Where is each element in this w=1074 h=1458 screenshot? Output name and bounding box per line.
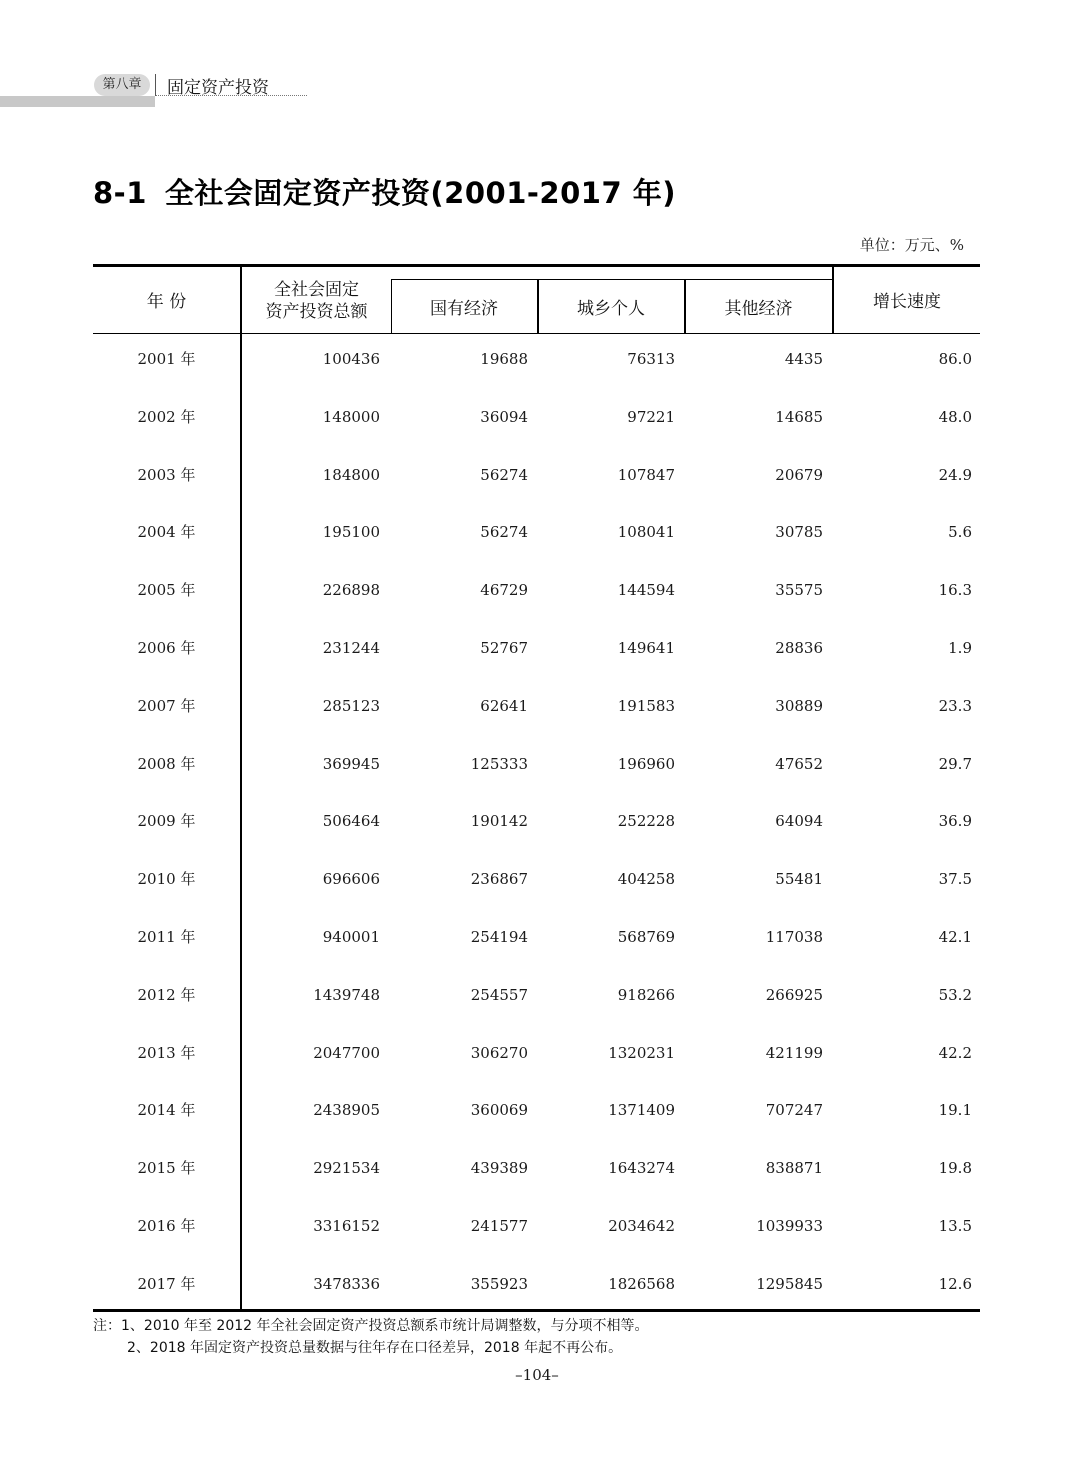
cell-state: 125333	[470, 754, 528, 773]
page-number: –104–	[515, 1366, 559, 1384]
cell-growth: 13.5	[938, 1217, 972, 1235]
cell-other: 1295845	[756, 1274, 823, 1293]
cell-total: 195100	[322, 523, 380, 542]
cell-growth: 1.9	[948, 639, 972, 657]
cell-growth: 12.6	[938, 1274, 972, 1293]
table-notes	[93, 1315, 649, 1359]
table-row	[93, 388, 980, 446]
cell-year: 2014 年	[137, 1101, 196, 1120]
cell-other: 30785	[775, 523, 823, 542]
table-row	[93, 446, 980, 504]
cell-growth: 23.3	[938, 696, 972, 715]
cell-urban-rural: 918266	[617, 985, 675, 1004]
cell-other: 421199	[765, 1043, 823, 1062]
cell-state: 254194	[470, 928, 528, 946]
header-year: 年 份	[146, 292, 187, 312]
cell-year: 2002 年	[137, 407, 196, 426]
header-total	[242, 279, 391, 323]
cell-urban-rural: 76313	[627, 350, 675, 368]
cell-other: 14685	[775, 407, 823, 426]
cell-growth: 16.3	[938, 581, 972, 600]
cell-total: 100436	[322, 350, 380, 368]
cell-other: 55481	[775, 870, 823, 889]
cell-other: 838871	[765, 1159, 823, 1178]
header-growth: 增长速度	[873, 292, 941, 312]
cell-state: 306270	[470, 1043, 528, 1062]
table-row	[93, 1024, 980, 1082]
cell-year: 2005 年	[137, 581, 196, 600]
cell-other: 35575	[775, 581, 823, 600]
cell-year: 2008 年	[137, 754, 196, 773]
table-row	[93, 1081, 980, 1139]
cell-other: 20679	[775, 465, 823, 484]
cell-state: 439389	[470, 1159, 528, 1178]
cell-growth: 29.7	[938, 754, 972, 773]
header-state: 国有经济	[430, 299, 498, 319]
table-header	[93, 264, 980, 334]
cell-state: 62641	[480, 696, 528, 715]
cell-urban-rural: 568769	[617, 928, 675, 946]
cell-urban-rural: 2034642	[608, 1217, 675, 1235]
cell-year: 2007 年	[137, 696, 196, 715]
cell-total: 3316152	[313, 1217, 380, 1235]
table-row	[93, 619, 980, 677]
cell-urban-rural: 1826568	[608, 1274, 675, 1293]
cell-state: 355923	[470, 1274, 528, 1293]
table-title-text: 全社会固定资产投资(2001-2017 年)	[164, 176, 676, 210]
cell-year: 2011 年	[137, 928, 196, 946]
cell-total: 184800	[322, 465, 380, 484]
cell-state: 360069	[470, 1101, 528, 1120]
cell-growth: 86.0	[938, 350, 972, 368]
running-header	[0, 70, 310, 110]
cell-state: 241577	[470, 1217, 528, 1235]
cell-year: 2013 年	[137, 1043, 196, 1062]
cell-growth: 19.8	[938, 1159, 972, 1178]
cell-state: 36094	[480, 407, 528, 426]
cell-state: 46729	[480, 581, 528, 600]
cell-total: 369945	[322, 754, 380, 773]
cell-urban-rural: 191583	[617, 696, 675, 715]
cell-total: 2921534	[313, 1159, 380, 1178]
cell-total: 506464	[322, 812, 380, 831]
cell-total: 696606	[322, 870, 380, 889]
cell-state: 190142	[470, 812, 528, 831]
cell-total: 148000	[322, 407, 380, 426]
table-row	[93, 561, 980, 619]
header-separator	[155, 74, 156, 96]
cell-other: 707247	[765, 1101, 823, 1120]
cell-urban-rural: 97221	[627, 407, 675, 426]
cell-state: 56274	[480, 523, 528, 542]
header-total-line1: 全社会固定	[274, 280, 359, 300]
cell-total: 231244	[322, 639, 380, 657]
cell-growth: 19.1	[938, 1101, 972, 1120]
table-row	[93, 330, 980, 388]
page-title	[93, 171, 676, 212]
cell-growth: 36.9	[938, 812, 972, 831]
table-row	[93, 908, 980, 966]
table-row	[93, 850, 980, 908]
cell-state: 19688	[480, 350, 528, 368]
cell-state: 236867	[470, 870, 528, 889]
cell-urban-rural: 252228	[617, 812, 675, 831]
cell-growth: 24.9	[938, 465, 972, 484]
cell-year: 2017 年	[137, 1274, 196, 1293]
cell-total: 940001	[322, 928, 380, 946]
cell-urban-rural: 149641	[617, 639, 675, 657]
cell-year: 2016 年	[137, 1217, 196, 1235]
table-row	[93, 792, 980, 850]
cell-year: 2009 年	[137, 812, 196, 831]
header-other: 其他经济	[724, 299, 793, 319]
cell-total: 226898	[322, 581, 380, 600]
cell-state: 254557	[470, 985, 528, 1004]
header-urban-rural: 城乡个人	[577, 299, 645, 319]
cell-urban-rural: 108041	[617, 523, 675, 542]
cell-growth: 48.0	[938, 407, 972, 426]
cell-urban-rural: 1320231	[608, 1043, 675, 1062]
chapter-badge: 第八章	[94, 74, 150, 96]
note-2: 2、2018 年固定资产投资总量数据与往年存在口径差异，2018 年起不再公布。	[127, 1340, 623, 1356]
cell-year: 2015 年	[137, 1159, 196, 1178]
cell-total: 285123	[322, 696, 380, 715]
cell-growth: 37.5	[938, 870, 972, 889]
table-row	[93, 1139, 980, 1197]
cell-total: 2438905	[313, 1101, 380, 1120]
cell-growth: 5.6	[948, 523, 972, 542]
table-row	[93, 503, 980, 561]
cell-year: 2012 年	[137, 985, 196, 1004]
cell-year: 2010 年	[137, 870, 196, 889]
cell-other: 47652	[775, 754, 823, 773]
cell-urban-rural: 144594	[617, 581, 675, 600]
cell-other: 4435	[784, 350, 823, 368]
cell-other: 28836	[775, 639, 823, 657]
cell-total: 3478336	[313, 1274, 380, 1293]
header-bar	[0, 96, 155, 107]
cell-year: 2006 年	[137, 639, 196, 657]
cell-other: 30889	[775, 696, 823, 715]
cell-other: 117038	[765, 928, 823, 946]
cell-growth: 53.2	[938, 985, 972, 1004]
cell-other: 266925	[765, 985, 823, 1004]
cell-total: 1439748	[313, 985, 380, 1004]
table-row	[93, 1255, 980, 1313]
section-title: 固定资产投资	[167, 78, 269, 98]
cell-total: 2047700	[313, 1043, 380, 1062]
cell-year: 2004 年	[137, 523, 196, 542]
cell-other: 64094	[775, 812, 823, 831]
cell-urban-rural: 196960	[617, 754, 675, 773]
cell-growth: 42.1	[938, 928, 972, 946]
table-bottom-rule	[93, 1309, 980, 1312]
cell-year: 2003 年	[137, 465, 196, 484]
cell-state: 52767	[480, 639, 528, 657]
table-row	[93, 1197, 980, 1255]
unit-label: 单位：万元、%	[859, 236, 964, 254]
cell-year: 2001 年	[137, 350, 196, 368]
table-row	[93, 677, 980, 735]
cell-urban-rural: 107847	[617, 465, 675, 484]
cell-growth: 42.2	[938, 1043, 972, 1062]
table-row	[93, 735, 980, 793]
cell-other: 1039933	[756, 1217, 823, 1235]
cell-urban-rural: 404258	[617, 870, 675, 889]
table-row	[93, 966, 980, 1024]
note-1: 注：1、2010 年至 2012 年全社会固定资产投资总额系市统计局调整数，与分项不相等。	[93, 1318, 649, 1334]
table-number: 8-1	[93, 176, 147, 210]
cell-urban-rural: 1643274	[608, 1159, 675, 1178]
cell-state: 56274	[480, 465, 528, 484]
header-total-line2: 资产投资总额	[265, 302, 368, 322]
cell-urban-rural: 1371409	[608, 1101, 675, 1120]
